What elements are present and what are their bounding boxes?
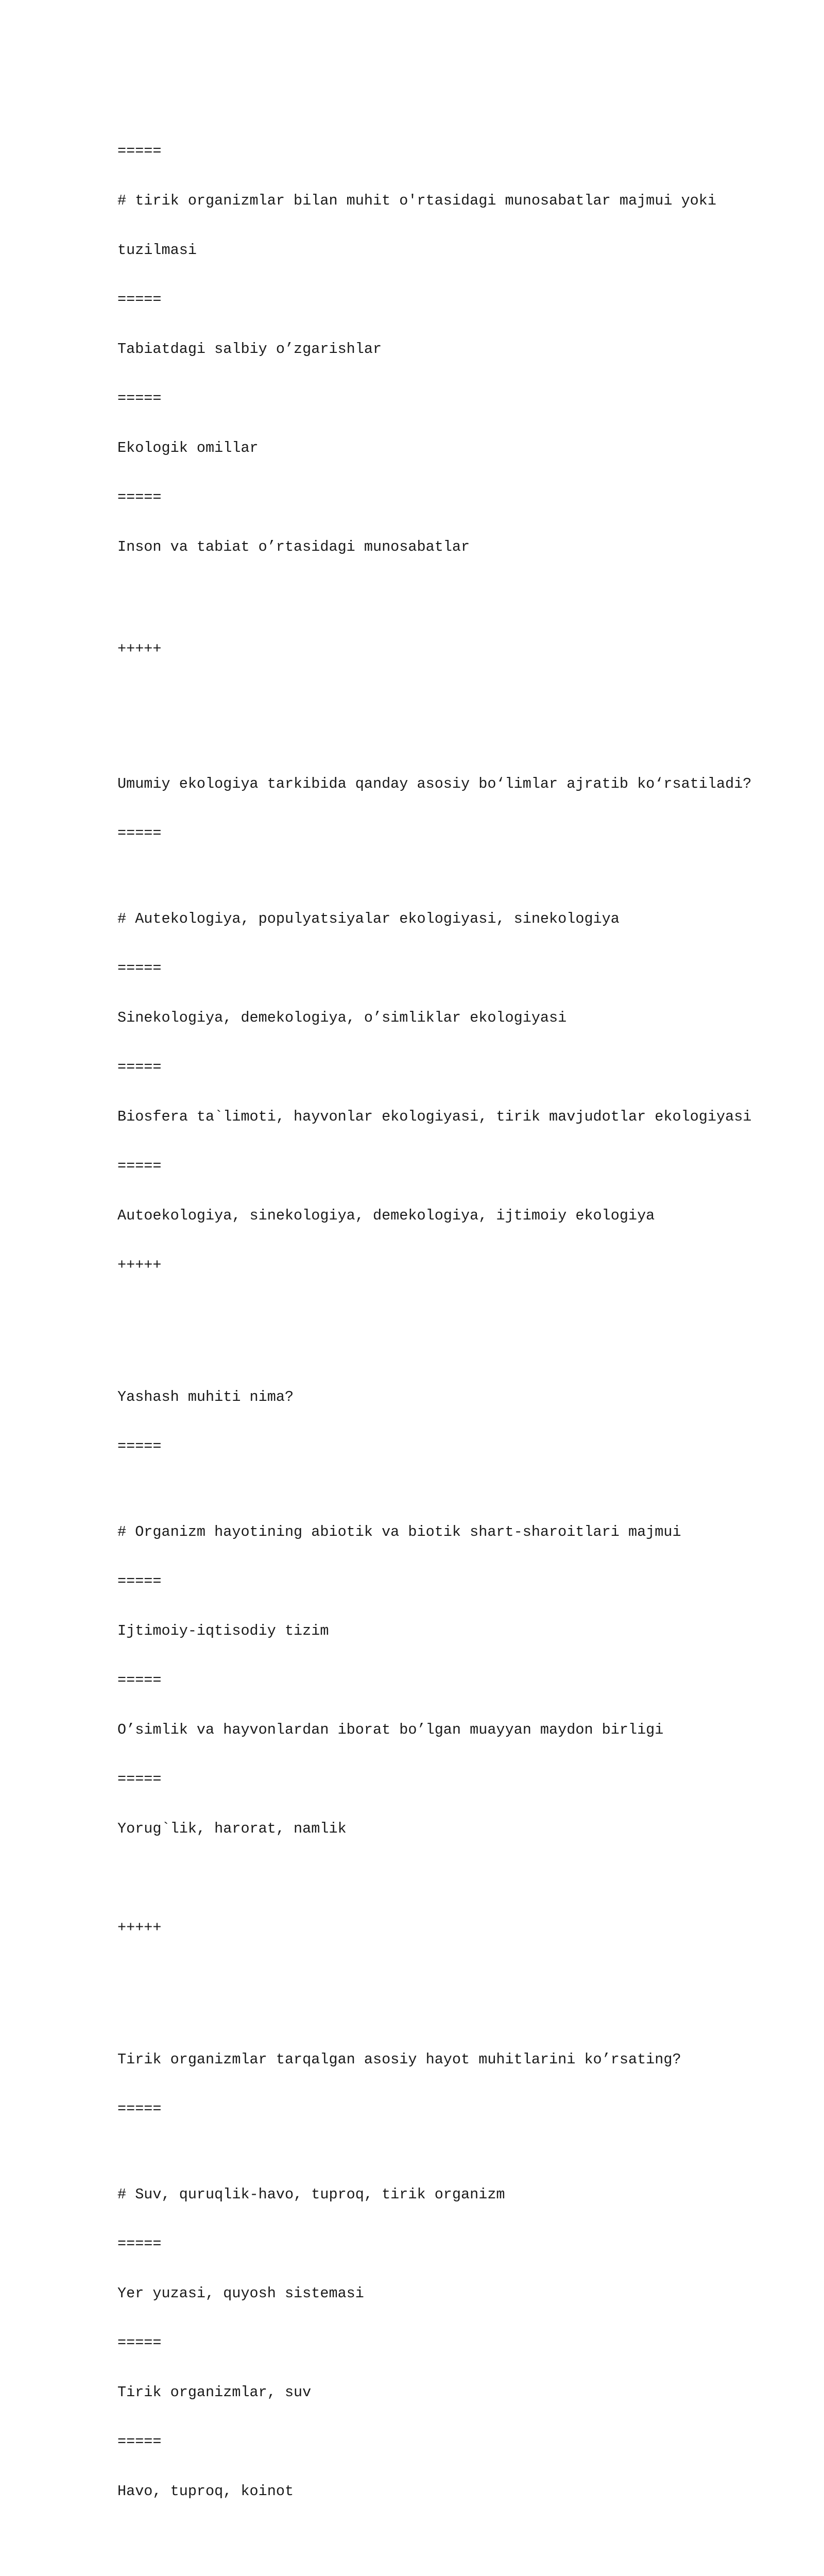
option-separator: ===== bbox=[117, 1438, 162, 1455]
question-separator: +++++ bbox=[117, 1919, 162, 1936]
option-separator: ===== bbox=[117, 2334, 162, 2351]
option-separator: ===== bbox=[117, 1059, 162, 1076]
answer-option: Biosfera ta`limoti, hayvonlar ekologiyasi, tirik mavjudotlar ekologiyasi bbox=[117, 1108, 752, 1125]
option-separator: ===== bbox=[117, 143, 162, 160]
answer-option: Yer yuzasi, quyosh sistemasi bbox=[117, 2285, 364, 2302]
correct-answer: # Suv, quruqlik-havo, tuproq, tirik organizm bbox=[117, 2186, 505, 2203]
option-separator: ===== bbox=[117, 291, 162, 308]
answer-option: Ekologik omillar bbox=[117, 439, 259, 456]
option-separator: ===== bbox=[117, 2100, 162, 2117]
answer-option: Ijtimoiy-iqtisodiy tizim bbox=[117, 1622, 329, 1639]
question-separator: +++++ bbox=[117, 1257, 162, 1274]
correct-answer: # Autekologiya, populyatsiyalar ekologiyasi, sinekologiya bbox=[117, 910, 620, 927]
option-separator: ===== bbox=[117, 1672, 162, 1689]
option-separator: ===== bbox=[117, 2235, 162, 2252]
option-separator: ===== bbox=[117, 489, 162, 506]
option-separator: ===== bbox=[117, 1573, 162, 1590]
option-separator: ===== bbox=[117, 2433, 162, 2450]
question-text: Yashash muhiti nima? bbox=[117, 1388, 294, 1405]
question-text: Tirik organizmlar tarqalgan asosiy hayot muhitlarini ko’rsating? bbox=[117, 2051, 681, 2068]
question-text: Umumiy ekologiya tarkibida qanday asosiy bo‘limlar ajratib ko‘rsatiladi? bbox=[117, 775, 752, 792]
answer-option: O’simlik va hayvonlardan iborat bo’lgan muayyan maydon birligi bbox=[117, 1721, 664, 1738]
option-separator: ===== bbox=[117, 825, 162, 842]
correct-answer: # tirik organizmlar bilan muhit o'rtasidagi munosabatlar majmui yoki bbox=[117, 192, 716, 209]
answer-option: Autoekologiya, sinekologiya, demekologiya, ijtimoiy ekologiya bbox=[117, 1207, 655, 1224]
option-separator: ===== bbox=[117, 390, 162, 407]
correct-answer: # Organizm hayotining abiotik va biotik shart-sharoitlari majmui bbox=[117, 1523, 681, 1540]
option-separator: ===== bbox=[117, 1158, 162, 1175]
answer-option: Yorug`lik, harorat, namlik bbox=[117, 1820, 347, 1837]
answer-option: Inson va tabiat o’rtasidagi munosabatlar bbox=[117, 538, 470, 555]
quiz-text bbox=[117, 77, 766, 2576]
question-separator: +++++ bbox=[117, 640, 162, 657]
answer-option: Tirik organizmlar, suv bbox=[117, 2384, 312, 2401]
correct-answer-continued: tuzilmasi bbox=[117, 242, 197, 259]
answer-option: Tabiatdagi salbiy o’zgarishlar bbox=[117, 341, 382, 358]
option-separator: ===== bbox=[117, 1771, 162, 1788]
answer-option: Sinekologiya, demekologiya, o’simliklar ekologiyasi bbox=[117, 1009, 567, 1026]
answer-option: Havo, tuproq, koinot bbox=[117, 2483, 294, 2500]
option-separator: ===== bbox=[117, 960, 162, 977]
